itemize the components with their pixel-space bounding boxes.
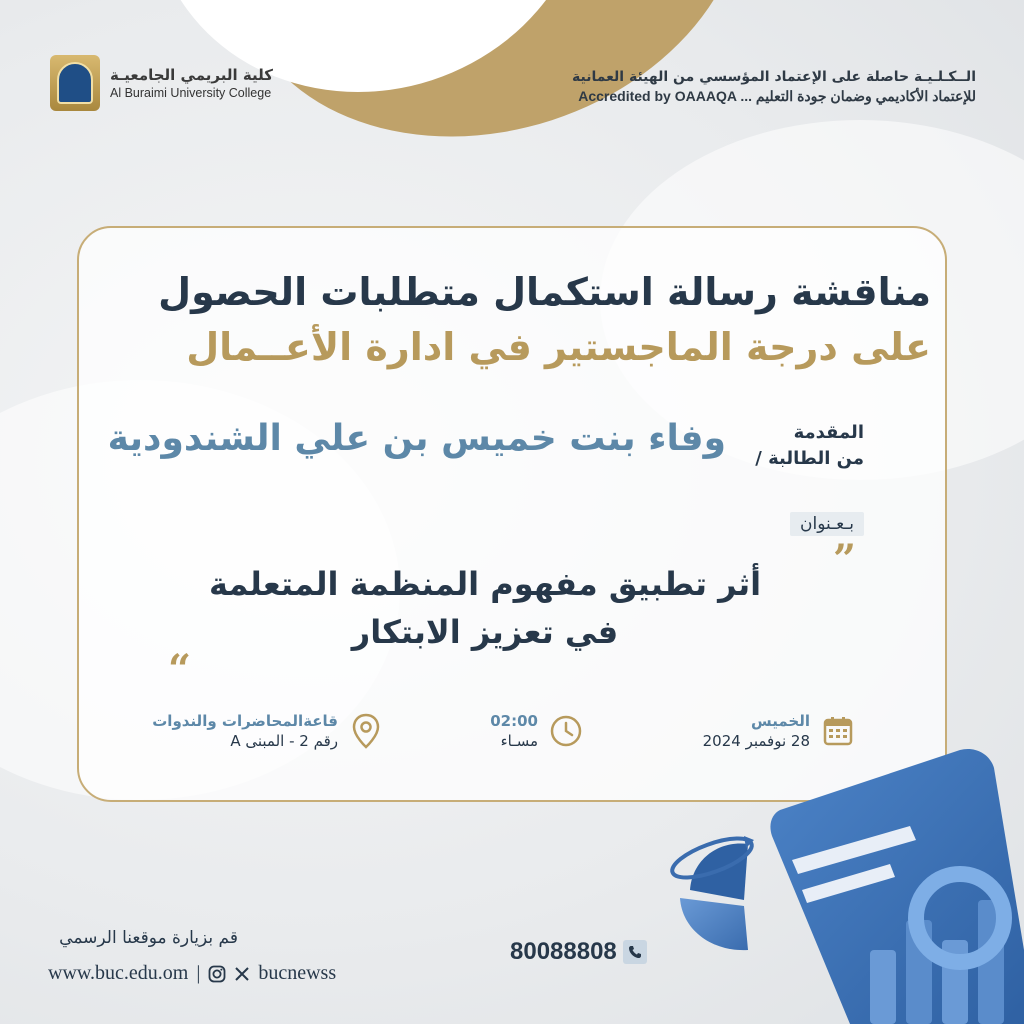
phone-icon xyxy=(623,940,647,964)
event-date-text: 28 نوفمبر 2024 xyxy=(702,732,810,750)
analytics-illustration xyxy=(660,740,1024,1024)
presenter-label xyxy=(755,420,864,472)
about-label: بـعـنوان xyxy=(790,512,864,536)
college-name-en: Al Buraimi University College xyxy=(110,86,272,100)
thesis-title xyxy=(200,560,770,656)
event-room: رقم 2 - المبنى A xyxy=(230,732,338,750)
quote-close-mark: ” xyxy=(832,536,856,583)
accreditation-line-2 xyxy=(456,87,976,106)
accreditation-en: Accredited by OAAAQA xyxy=(578,88,737,104)
accreditation-ar: للإعتماد الأكاديمي وضمان جودة التعليم ... xyxy=(740,88,976,104)
accreditation-notice xyxy=(456,68,976,106)
location-pin-icon xyxy=(348,713,384,749)
college-name-ar: كلية البريمي الجامعيـة xyxy=(110,66,273,84)
event-time xyxy=(490,712,584,750)
presenter-label-line-1: المقدمة xyxy=(793,422,864,443)
x-icon[interactable] xyxy=(234,966,250,982)
event-time-text: 02:00 xyxy=(490,712,538,730)
social-links xyxy=(48,962,336,985)
title-line-2: على درجة الماجستير في ادارة الأعــمال xyxy=(186,325,931,369)
title-line-1: مناقشة رسالة استكمال متطلبات الحصول xyxy=(158,270,931,314)
thesis-title-line-1: أثر تطبيق مفهوم المنظمة المتعلمة xyxy=(208,565,762,603)
instagram-icon[interactable] xyxy=(208,965,226,983)
presenter-name: وفاء بنت خميس بن علي الشندودية xyxy=(107,418,726,459)
college-crest-icon xyxy=(50,55,100,111)
event-location xyxy=(152,712,384,750)
quote-open-mark: “ xyxy=(168,646,192,693)
accreditation-line-1: الــكـلـيـة حاصلة على الإعتماد المؤسسي من الهيئة العمانية xyxy=(572,69,976,85)
visit-website-text: قم بزيارة موقعنا الرسمي xyxy=(59,928,238,948)
clock-icon xyxy=(548,713,584,749)
event-period: مسـاء xyxy=(500,732,538,750)
presenter-label-line-2: من الطالبة / xyxy=(755,448,864,469)
thesis-title-line-2: في تعزيز الابتكار xyxy=(351,613,619,651)
event-day: الخميس xyxy=(751,712,810,730)
separator: | xyxy=(196,962,201,984)
event-venue: قاعةالمحاضرات والندوات xyxy=(152,712,338,730)
phone-number-text[interactable]: 80088808 xyxy=(510,938,617,965)
footer-contact xyxy=(48,928,336,985)
college-logo xyxy=(50,55,273,111)
social-handle[interactable]: bucnewss xyxy=(258,962,337,984)
phone-number[interactable] xyxy=(510,938,647,966)
website-link[interactable]: www.buc.edu.om xyxy=(48,962,189,984)
